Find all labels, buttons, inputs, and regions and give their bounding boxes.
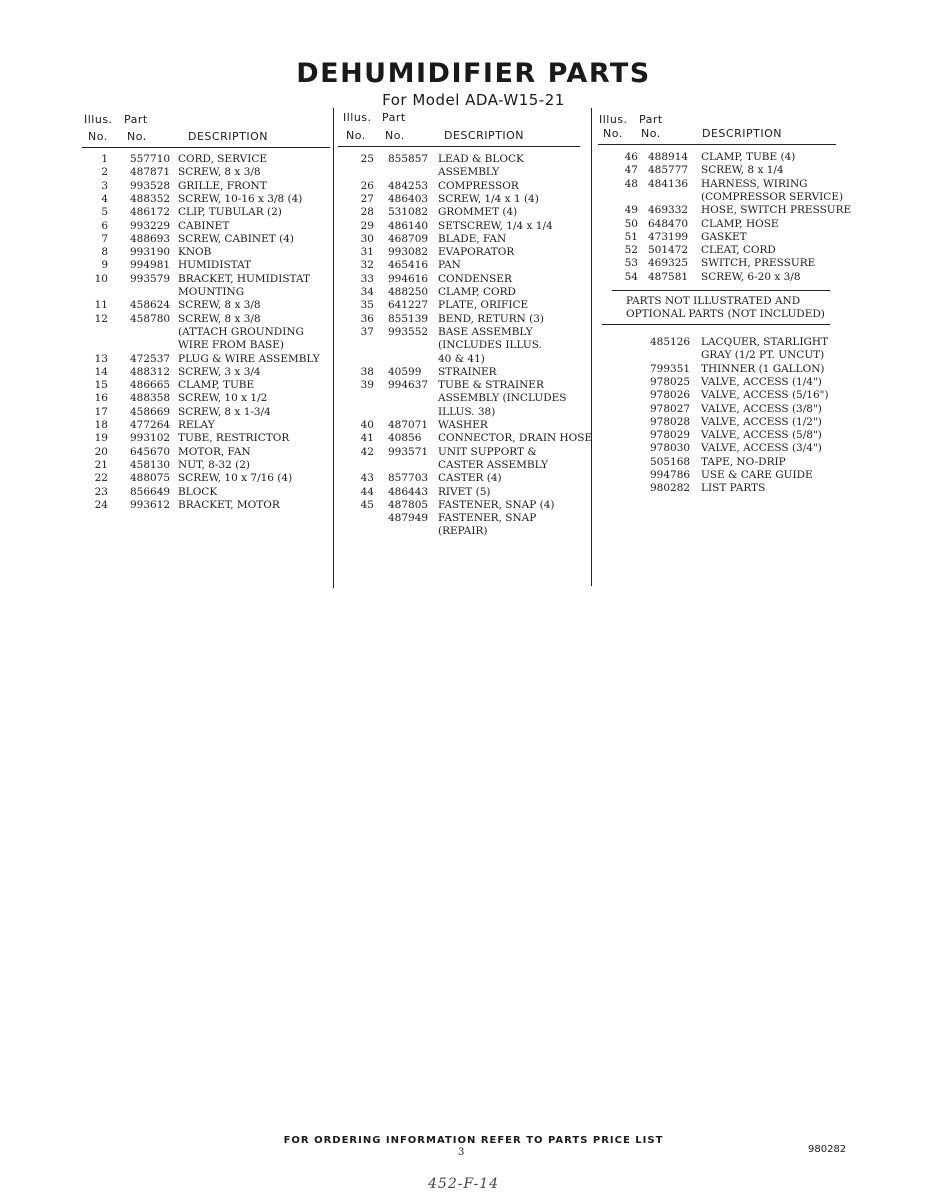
part-no-label: No. [641, 127, 661, 140]
part-description: ILLUS. 38) [438, 405, 496, 418]
desc-label: DESCRIPTION [444, 129, 524, 142]
part-number: 993552 [388, 325, 429, 338]
part-description: (COMPRESSOR SERVICE) [701, 190, 844, 203]
part-description: 40 & 41) [438, 352, 485, 365]
part-number: 488075 [130, 472, 171, 485]
part-description: SCREW, 8 x 3/8 [178, 299, 261, 312]
part-description: LIST PARTS [701, 482, 766, 495]
part-description: SCREW, 10-16 x 3/8 (4) [178, 192, 303, 205]
part-description: CORD, SERVICE [178, 153, 268, 165]
part-label: Part [124, 113, 148, 126]
not-illustrated-heading-2: OPTIONAL PARTS (NOT INCLUDED) [626, 308, 825, 320]
part-description: SETSCREW, 1/4 x 1/4 [438, 219, 553, 232]
part-description: SCREW, 1/4 x 1 (4) [438, 192, 539, 205]
part-description: CONNECTOR, DRAIN HOSE [438, 432, 593, 445]
illus-number: 46 [624, 151, 638, 163]
section-rule-bottom [602, 324, 830, 325]
part-number: 993102 [130, 432, 171, 445]
part-description: SCREW, 3 x 3/4 [178, 365, 261, 378]
part-description: UNIT SUPPORT & [438, 445, 537, 458]
part-description: BLOCK [178, 485, 218, 498]
part-description: THINNER (1 GALLON) [701, 362, 825, 375]
illus-number: 15 [94, 379, 108, 392]
part-number: 469325 [648, 257, 689, 270]
illus-number: 53 [624, 257, 638, 270]
illus-number: 52 [624, 244, 638, 257]
header-rule-2 [338, 146, 580, 147]
part-description: BRACKET, MOTOR [178, 498, 280, 511]
part-number: 993082 [388, 246, 429, 259]
part-description: BRACKET, HUMIDISTAT [178, 272, 310, 285]
part-description: GROMMET (4) [438, 206, 518, 219]
document-number: 980282 [808, 1144, 847, 1155]
illus-number: 38 [360, 365, 374, 378]
part-number: 993579 [130, 272, 171, 285]
header-rule-3 [598, 144, 836, 145]
section-rule-top [612, 290, 830, 291]
part-description: RIVET (5) [438, 485, 491, 498]
illus-label: Illus. [84, 113, 113, 126]
handwritten-note: 452-F-14 [428, 1176, 500, 1192]
part-number: 994637 [388, 379, 429, 392]
part-description: WIRE FROM BASE) [178, 339, 284, 352]
desc-label: DESCRIPTION [702, 127, 782, 140]
part-description: STRAINER [438, 365, 497, 378]
illus-number: 5 [101, 206, 108, 219]
illus-number: 40 [360, 419, 374, 431]
part-description: MOUNTING [178, 286, 245, 298]
part-description: CASTER (4) [438, 472, 502, 485]
part-number: 486403 [388, 192, 429, 205]
illus-number: 2 [101, 166, 108, 179]
part-number: 486665 [130, 379, 171, 392]
part-number: 978027 [650, 402, 691, 415]
part-description: USE & CARE GUIDE [701, 469, 813, 481]
part-description: CLEAT, CORD [701, 244, 776, 257]
part-description: CLAMP, TUBE (4) [701, 151, 796, 163]
part-number: 645670 [130, 445, 171, 458]
part-number: 856649 [130, 485, 171, 498]
page-number: 3 [458, 1147, 465, 1158]
part-description: HOSE, SWITCH PRESSURE [701, 204, 852, 217]
illus-number: 42 [360, 445, 374, 458]
part-description: LEAD & BLOCK [438, 153, 524, 165]
part-description: (INCLUDES ILLUS. [438, 339, 542, 352]
part-description: SCREW, 8 x 1-3/4 [178, 405, 271, 418]
part-number: 40599 [388, 365, 422, 378]
part-description: (ATTACH GROUNDING [178, 325, 304, 338]
part-number: 994616 [388, 272, 429, 285]
illus-label: Illus. [343, 111, 372, 124]
part-description: BLADE, FAN [438, 232, 507, 245]
part-description: LACQUER, STARLIGHT [701, 336, 829, 348]
illus-number: 19 [94, 432, 108, 445]
part-number: 484253 [388, 179, 429, 192]
illus-number: 20 [94, 445, 108, 458]
part-number: 486140 [388, 219, 429, 232]
part-description: SCREW, 10 x 1/2 [178, 392, 268, 405]
part-number: 477264 [130, 419, 171, 431]
part-number: 531082 [388, 206, 429, 219]
part-description: ASSEMBLY [438, 166, 500, 179]
part-description: VALVE, ACCESS (5/8") [701, 429, 822, 442]
part-description: CLAMP, CORD [438, 286, 516, 298]
part-description: SCREW, 6-20 x 3/8 [701, 270, 801, 283]
part-description: MOTOR, FAN [178, 445, 251, 458]
part-number: 40856 [388, 432, 422, 445]
part-description: HARNESS, WIRING [701, 177, 808, 190]
illus-number: 47 [624, 164, 638, 177]
part-description: BEND, RETURN (3) [438, 312, 545, 325]
not-illustrated-heading-1: PARTS NOT ILLUSTRATED AND [626, 295, 801, 307]
part-number: 993612 [130, 498, 171, 511]
part-number: 487581 [648, 270, 689, 283]
illus-number: 8 [101, 246, 108, 259]
illus-number: 13 [94, 352, 108, 365]
part-description: CABINET [178, 219, 230, 232]
part-description: (REPAIR) [438, 525, 488, 538]
part-number: 648470 [648, 217, 689, 230]
illus-number: 32 [360, 259, 374, 272]
illus-number: 44 [360, 485, 374, 498]
illus-number: 23 [94, 485, 108, 498]
part-description: RELAY [178, 419, 215, 431]
part-number: 487949 [388, 512, 429, 525]
column-divider-2 [591, 108, 592, 586]
illus-number: 51 [624, 230, 638, 243]
illus-number: 25 [360, 153, 374, 165]
part-number: 978026 [650, 389, 691, 402]
part-number: 505168 [650, 455, 691, 468]
part-description: TAPE, NO-DRIP [701, 455, 786, 468]
part-description: CASTER ASSEMBLY [438, 458, 548, 471]
part-number: 465416 [388, 259, 429, 272]
header-rule-1 [82, 147, 330, 148]
part-description: VALVE, ACCESS (1/4") [701, 375, 822, 388]
part-number: 855139 [388, 312, 429, 325]
part-description: ASSEMBLY (INCLUDES [438, 392, 567, 405]
illus-number: 31 [360, 246, 374, 259]
illus-number: 12 [94, 312, 108, 325]
part-description: TUBE, RESTRICTOR [178, 432, 290, 445]
part-number: 993190 [130, 246, 171, 259]
illus-number: 11 [94, 299, 108, 312]
illus-number: 35 [360, 299, 374, 312]
part-number: 978028 [650, 415, 691, 428]
part-description: EVAPORATOR [438, 246, 515, 259]
part-number: 980282 [650, 482, 691, 495]
part-number: 488250 [388, 286, 429, 298]
illus-number: 9 [101, 259, 108, 272]
part-description: PAN [438, 259, 461, 272]
part-number: 641227 [388, 299, 429, 312]
part-description: GASKET [701, 230, 747, 243]
desc-label: DESCRIPTION [188, 130, 268, 143]
illus-number: 48 [624, 177, 638, 190]
part-number: 978029 [650, 429, 691, 442]
part-number: 993571 [388, 445, 429, 458]
part-number: 458780 [130, 312, 171, 325]
illus-number: 29 [360, 219, 374, 232]
illus-number: 26 [360, 179, 374, 192]
illus-number: 37 [360, 325, 374, 338]
part-number: 857703 [388, 472, 429, 485]
part-number: 978025 [650, 375, 691, 388]
part-description: SCREW, 8 x 1/4 [701, 164, 784, 177]
model-subtitle: For Model ADA-W15-21 [382, 91, 565, 109]
part-number: 855857 [388, 153, 429, 165]
part-label: Part [639, 113, 663, 126]
ordering-footer: FOR ORDERING INFORMATION REFER TO PARTS PRICE LIST [283, 1135, 664, 1146]
part-description: HUMIDISTAT [178, 259, 252, 272]
illus-number: 10 [94, 272, 108, 285]
illus-number: 43 [360, 472, 374, 485]
part-description: NUT, 8-32 (2) [178, 458, 250, 471]
part-description: VALVE, ACCESS (3/8") [701, 402, 822, 415]
illus-number: 27 [360, 192, 374, 205]
part-description: PLATE, ORIFICE [438, 299, 529, 312]
illus-number: 3 [101, 179, 108, 192]
illus-number: 36 [360, 312, 374, 325]
part-description: CLAMP, HOSE [701, 217, 779, 230]
part-description: FASTENER, SNAP [438, 512, 537, 525]
illus-number: 18 [94, 419, 108, 431]
part-no-label: No. [127, 130, 147, 143]
part-number: 993229 [130, 219, 171, 232]
part-number: 486443 [388, 485, 429, 498]
illus-number: 17 [94, 405, 108, 418]
part-number: 488914 [648, 151, 689, 163]
part-description: TUBE & STRAINER [438, 379, 544, 392]
part-description: VALVE, ACCESS (1/2") [701, 415, 822, 428]
part-number: 487805 [388, 498, 429, 511]
part-number: 501472 [648, 244, 689, 257]
part-number: 994786 [650, 469, 691, 481]
part-description: GRAY (1/2 PT. UNCUT) [701, 349, 825, 362]
part-description: PLUG & WIRE ASSEMBLY [178, 352, 320, 365]
part-description: FASTENER, SNAP (4) [438, 498, 555, 511]
part-number: 487071 [388, 419, 429, 431]
part-number: 488312 [130, 365, 171, 378]
part-description: GRILLE, FRONT [178, 179, 267, 192]
part-number: 473199 [648, 230, 689, 243]
part-number: 469332 [648, 204, 689, 217]
part-number: 487871 [130, 166, 171, 179]
part-description: CLAMP, TUBE [178, 379, 255, 392]
part-description: SCREW, 8 x 3/8 [178, 166, 261, 179]
illus-number: 1 [101, 153, 108, 165]
part-description: VALVE, ACCESS (3/4") [701, 442, 822, 455]
illus-number: 28 [360, 206, 374, 219]
part-number: 458624 [130, 299, 171, 312]
part-description: VALVE, ACCESS (5/16") [701, 389, 829, 402]
no-label: No. [603, 127, 623, 140]
illus-number: 24 [94, 498, 108, 511]
no-label: No. [88, 130, 108, 143]
part-description: SWITCH, PRESSURE [701, 257, 816, 270]
illus-number: 14 [94, 365, 108, 378]
part-description: KNOB [178, 246, 212, 259]
part-number: 488352 [130, 192, 171, 205]
illus-number: 33 [360, 272, 374, 285]
part-number: 485126 [650, 336, 691, 348]
illus-number: 30 [360, 232, 374, 245]
part-number: 978030 [650, 442, 691, 455]
illus-number: 39 [360, 379, 374, 392]
illus-number: 6 [101, 219, 108, 232]
part-description: SCREW, CABINET (4) [178, 232, 294, 245]
page-title: DEHUMIDIFIER PARTS [296, 58, 651, 89]
part-number: 488358 [130, 392, 171, 405]
part-number: 557710 [130, 153, 171, 165]
illus-number: 54 [624, 270, 638, 283]
illus-label: Illus. [599, 113, 628, 126]
no-label: No. [346, 129, 366, 142]
part-number: 485777 [648, 164, 689, 177]
part-number: 994981 [130, 259, 171, 272]
illus-number: 22 [94, 472, 108, 485]
part-number: 486172 [130, 206, 171, 219]
part-description: SCREW, 8 x 3/8 [178, 312, 261, 325]
part-number: 799351 [650, 362, 691, 375]
part-description: WASHER [438, 419, 488, 431]
part-number: 993528 [130, 179, 171, 192]
part-number: 458669 [130, 405, 171, 418]
illus-number: 41 [360, 432, 374, 445]
part-label: Part [382, 111, 406, 124]
illus-number: 34 [360, 286, 374, 298]
illus-number: 45 [360, 498, 374, 511]
part-number: 468709 [388, 232, 429, 245]
illus-number: 7 [101, 232, 108, 245]
part-description: BASE ASSEMBLY [438, 325, 533, 338]
illus-number: 50 [624, 217, 638, 230]
column-divider-1 [333, 108, 334, 588]
part-description: SCREW, 10 x 7/16 (4) [178, 472, 293, 485]
part-number: 484136 [648, 177, 689, 190]
part-number: 488693 [130, 232, 171, 245]
illus-number: 49 [624, 204, 638, 217]
part-description: CONDENSER [438, 272, 512, 285]
illus-number: 4 [101, 192, 108, 205]
part-number: 472537 [130, 352, 171, 365]
part-no-label: No. [385, 129, 405, 142]
illus-number: 16 [94, 392, 108, 405]
part-description: CLIP, TUBULAR (2) [178, 206, 282, 219]
part-description: COMPRESSOR [438, 179, 519, 192]
illus-number: 21 [94, 458, 108, 471]
part-number: 458130 [130, 458, 171, 471]
